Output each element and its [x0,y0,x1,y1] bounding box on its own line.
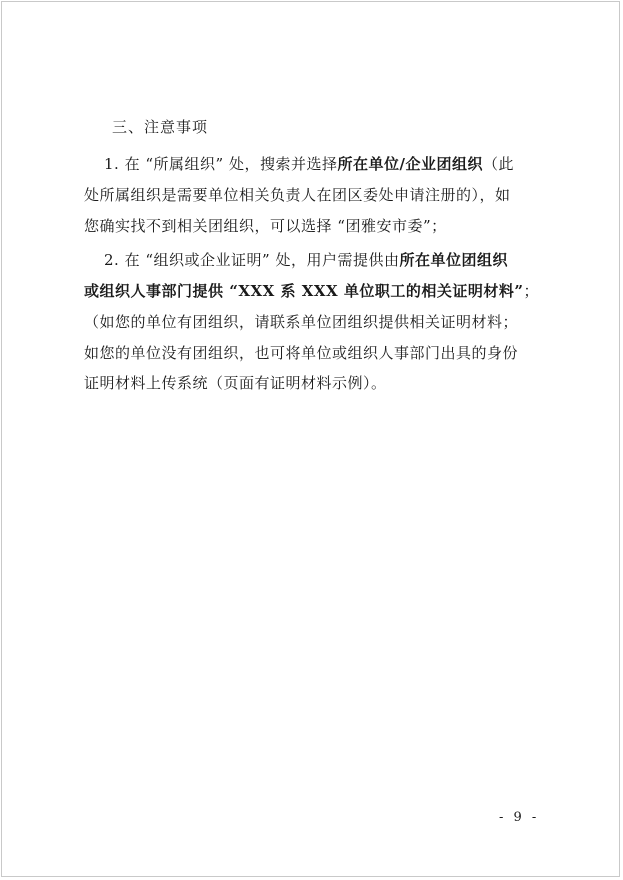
item2-line-1-emphasis: 所在单位团组织 [399,251,508,269]
item2-line-1-text: 2. 在 “组织或企业证明” 处，用户需提供由 [104,251,400,269]
item2-line-1 [104,249,544,270]
item2-line-4: 如您的单位没有团组织，也可将单位或组织人事部门出具的身份 [84,344,519,362]
item1-line-1-tail: （此 [482,155,514,173]
section-heading: 三、注意事项 [112,118,209,136]
item2-line-2-emphasis: 或组织人事部门提供 “XXX 系 XXX 单位职工的相关证明材料” [84,282,524,300]
page-number: - 9 - [499,810,540,825]
item1-line-1-text: 1. 在 “所属组织” 处，搜索并选择 [104,155,338,173]
item1-line-1 [104,153,544,174]
document-page [1,1,620,877]
item2-line-2-tail: ； [523,282,539,300]
item1-line-2: 处所属组织是需要单位相关负责人在团区委处申请注册的），如 [84,186,511,204]
item2-line-2 [84,280,544,301]
item1-line-1-emphasis: 所在单位/企业团组织 [337,155,483,173]
item2-line-3: （如您的单位有团组织，请联系单位团组织提供相关证明材料； [84,313,519,331]
item1-line-3: 您确实找不到相关团组织，可以选择 “团雅安市委”； [84,217,447,235]
item2-line-5: 证明材料上传系统（页面有证明材料示例）。 [84,374,387,392]
